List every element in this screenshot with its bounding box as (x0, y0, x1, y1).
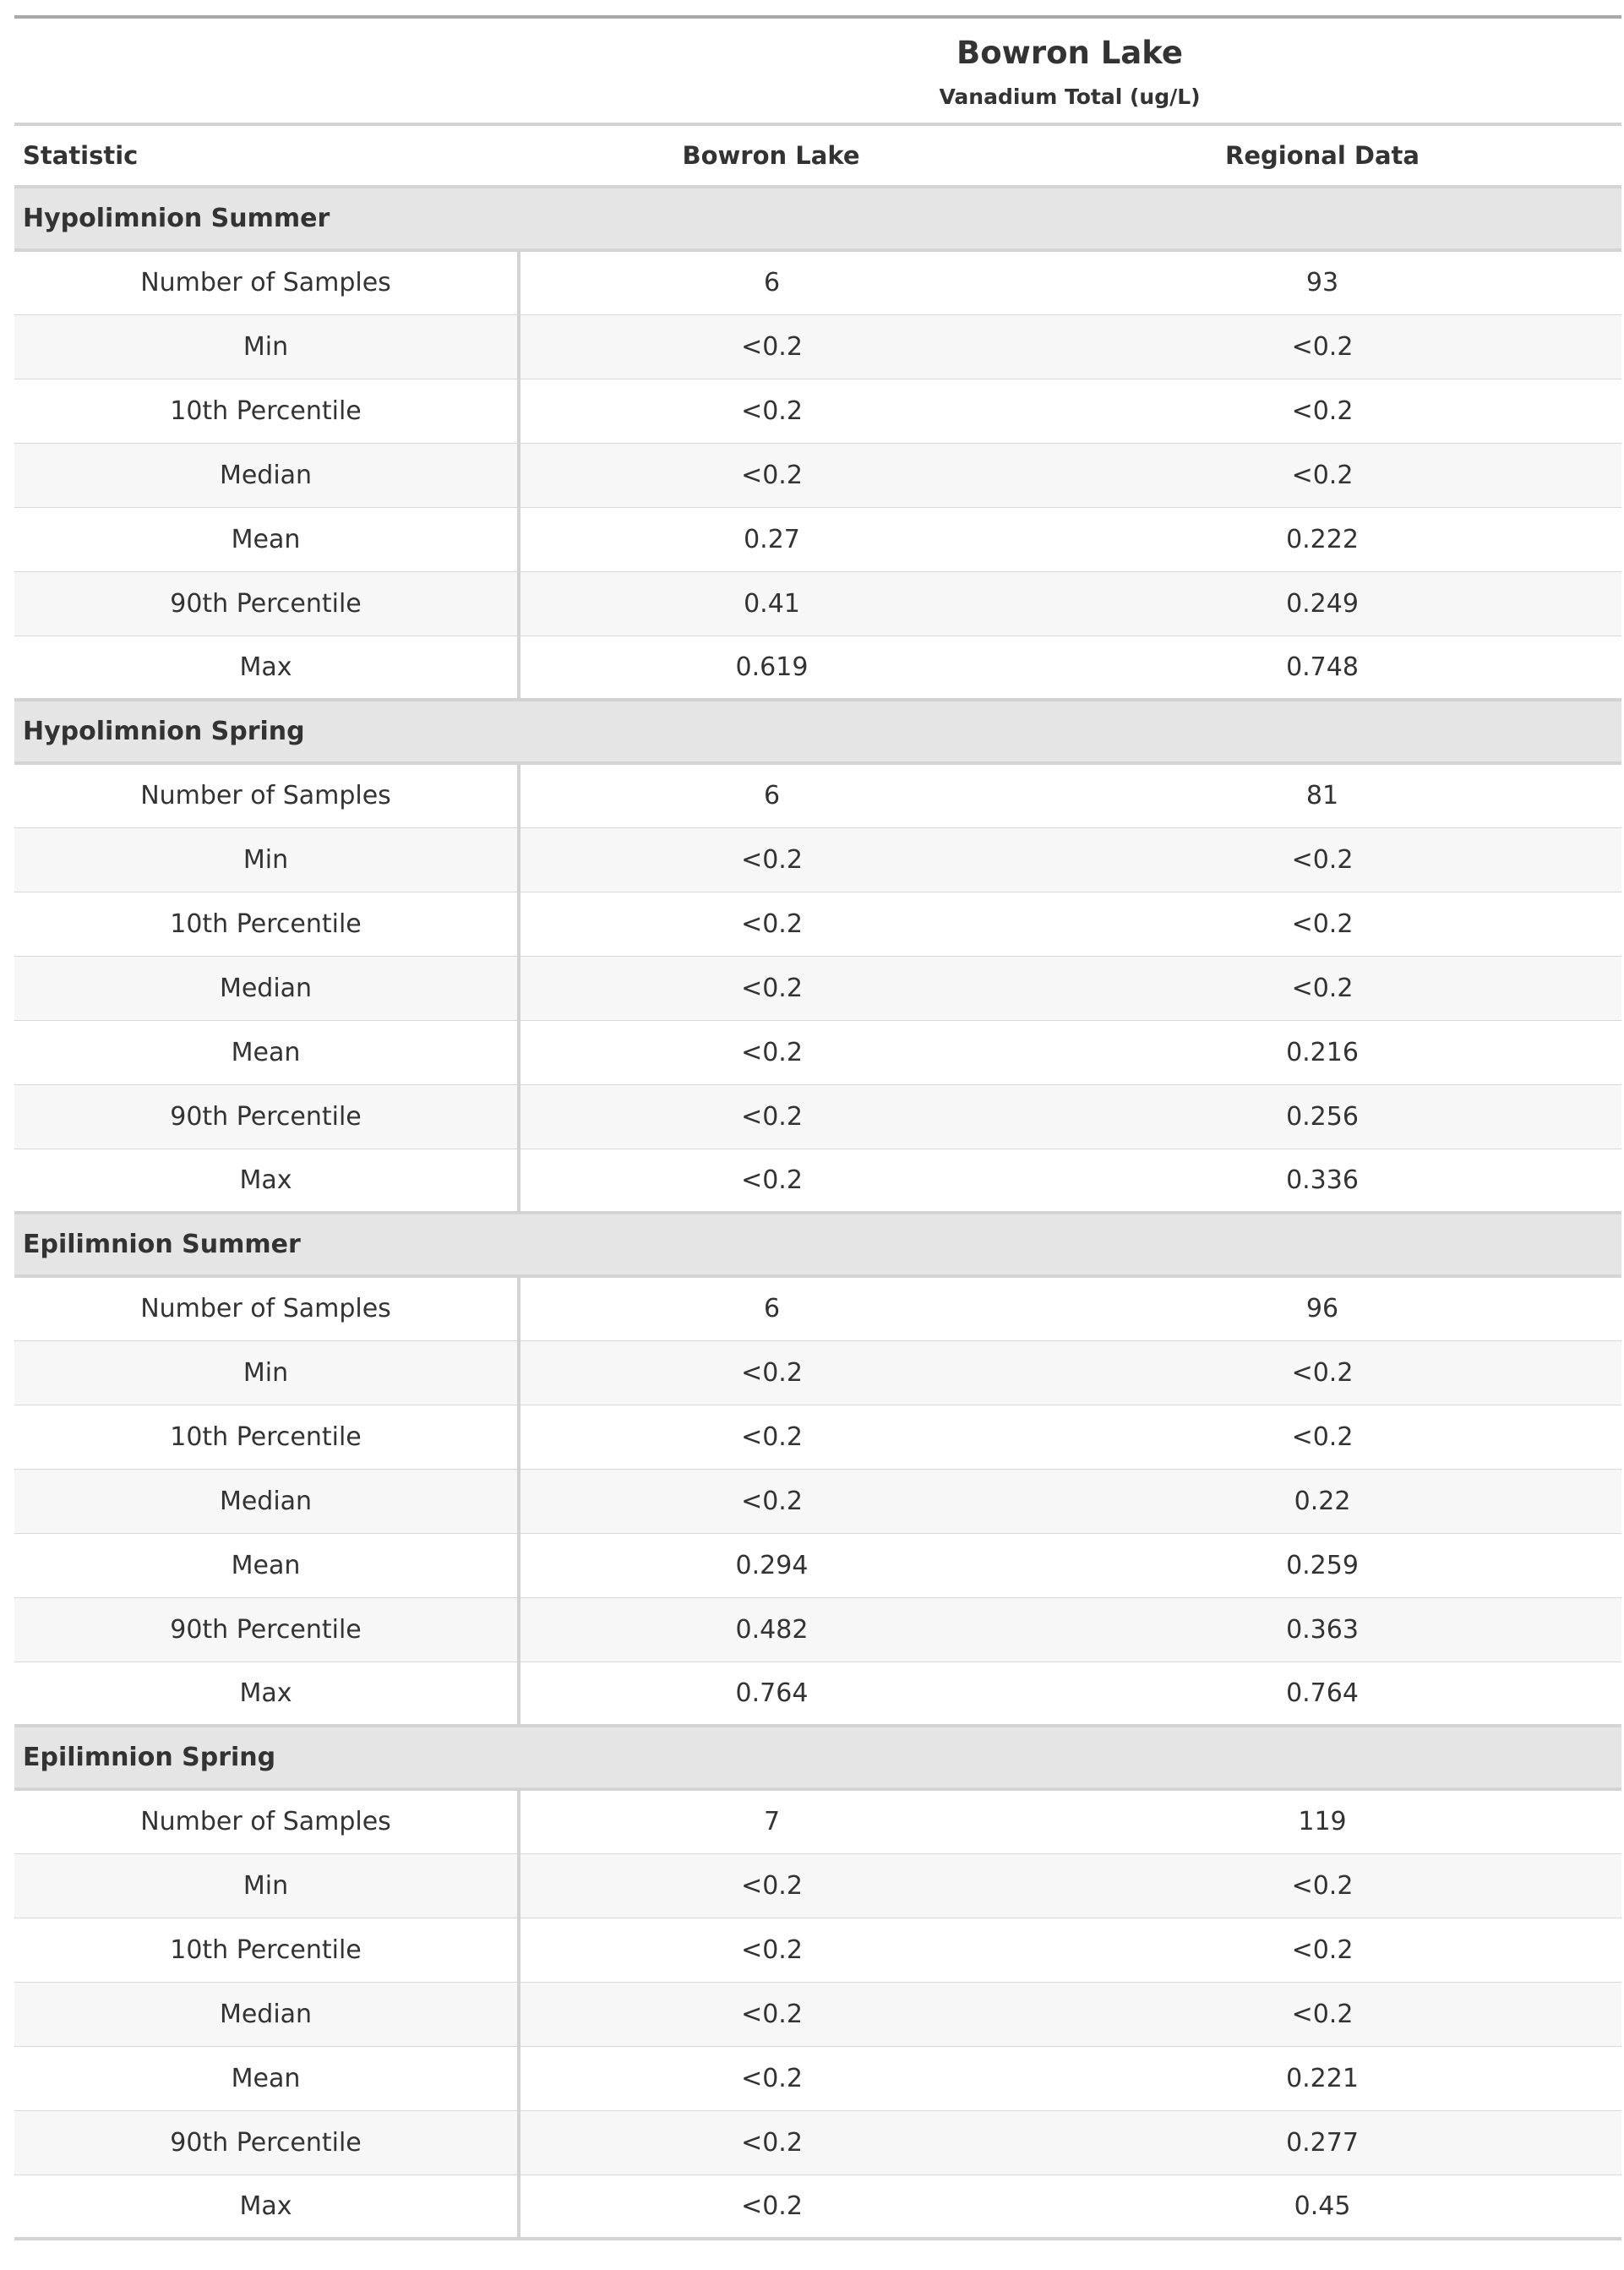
table-row (14, 250, 1621, 314)
stat-cell: Number of Samples (14, 763, 519, 827)
regional-value-cell: 0.363 (1023, 1597, 1621, 1662)
regional-value-cell: 93 (1023, 250, 1621, 314)
lake-value-cell: <0.2 (519, 1340, 1023, 1405)
table-row (14, 1149, 1621, 1213)
stat-cell: Number of Samples (14, 1789, 519, 1853)
stat-cell: 90th Percentile (14, 571, 519, 636)
stat-cell: Min (14, 827, 519, 892)
stat-cell: Min (14, 314, 519, 379)
lake-value-cell: <0.2 (519, 379, 1023, 443)
regional-value-cell: <0.2 (1023, 1405, 1621, 1469)
table-row (14, 636, 1621, 700)
table-row (14, 1853, 1621, 1918)
stat-cell: 90th Percentile (14, 1084, 519, 1149)
group-label: Hypolimnion Spring (14, 700, 1621, 763)
table-row (14, 763, 1621, 827)
stat-cell: 10th Percentile (14, 1918, 519, 1982)
summary-table (14, 15, 1621, 2240)
table-row (14, 1084, 1621, 1149)
stat-cell: Mean (14, 2046, 519, 2110)
regional-value-cell: <0.2 (1023, 1340, 1621, 1405)
table-body (14, 187, 1621, 2239)
group-row (14, 700, 1621, 763)
table-row (14, 571, 1621, 636)
group-row (14, 187, 1621, 250)
column-header-lake: Bowron Lake (519, 124, 1023, 187)
table-row (14, 1405, 1621, 1469)
lake-value-cell: 0.619 (519, 636, 1023, 700)
lake-value-cell: <0.2 (519, 827, 1023, 892)
table-row (14, 892, 1621, 956)
lake-value-cell: <0.2 (519, 314, 1023, 379)
regional-value-cell: 0.221 (1023, 2046, 1621, 2110)
table-row (14, 1276, 1621, 1340)
regional-value-cell: 0.277 (1023, 2110, 1621, 2175)
lake-value-cell: 0.482 (519, 1597, 1023, 1662)
regional-value-cell: 0.45 (1023, 2175, 1621, 2239)
table-row (14, 2110, 1621, 2175)
regional-value-cell: <0.2 (1023, 379, 1621, 443)
group-label: Hypolimnion Summer (14, 187, 1621, 250)
lake-value-cell: 6 (519, 1276, 1023, 1340)
stat-cell: Number of Samples (14, 250, 519, 314)
lake-value-cell: 7 (519, 1789, 1023, 1853)
lake-value-cell: <0.2 (519, 1982, 1023, 2046)
lake-value-cell: 0.764 (519, 1662, 1023, 1726)
lake-value-cell: <0.2 (519, 1405, 1023, 1469)
column-header-row (14, 124, 1621, 187)
table-row (14, 2046, 1621, 2110)
lake-value-cell: <0.2 (519, 1084, 1023, 1149)
stat-cell: Min (14, 1853, 519, 1918)
lake-value-cell: 6 (519, 763, 1023, 827)
stat-cell: Median (14, 443, 519, 507)
stat-cell: Number of Samples (14, 1276, 519, 1340)
table-row (14, 2175, 1621, 2239)
stat-cell: Mean (14, 1533, 519, 1597)
regional-value-cell: <0.2 (1023, 443, 1621, 507)
stat-cell: Mean (14, 1020, 519, 1084)
lake-value-cell: <0.2 (519, 2046, 1023, 2110)
regional-value-cell: <0.2 (1023, 892, 1621, 956)
table-row (14, 1662, 1621, 1726)
stat-cell: Max (14, 1662, 519, 1726)
regional-value-cell: 0.764 (1023, 1662, 1621, 1726)
lake-value-cell: <0.2 (519, 1918, 1023, 1982)
regional-value-cell: <0.2 (1023, 1918, 1621, 1982)
regional-value-cell: <0.2 (1023, 314, 1621, 379)
regional-value-cell: <0.2 (1023, 956, 1621, 1020)
table-subtitle: Vanadium Total (ug/L) (939, 85, 1201, 109)
stat-cell: 10th Percentile (14, 379, 519, 443)
table-row (14, 314, 1621, 379)
regional-value-cell: 0.256 (1023, 1084, 1621, 1149)
table-row (14, 1982, 1621, 2046)
regional-value-cell: <0.2 (1023, 1982, 1621, 2046)
regional-value-cell: 0.259 (1023, 1533, 1621, 1597)
stat-cell: 10th Percentile (14, 1405, 519, 1469)
stat-cell: 90th Percentile (14, 1597, 519, 1662)
lake-value-cell: <0.2 (519, 956, 1023, 1020)
regional-value-cell: 0.22 (1023, 1469, 1621, 1533)
lake-value-cell: <0.2 (519, 1469, 1023, 1533)
group-label: Epilimnion Spring (14, 1726, 1621, 1789)
regional-value-cell: 119 (1023, 1789, 1621, 1853)
table-row (14, 1789, 1621, 1853)
lake-value-cell: <0.2 (519, 2110, 1023, 2175)
stat-cell: Min (14, 1340, 519, 1405)
table-row (14, 1020, 1621, 1084)
table-row (14, 1469, 1621, 1533)
table-title: Bowron Lake (956, 35, 1183, 71)
stat-cell: 90th Percentile (14, 2110, 519, 2175)
group-row (14, 1726, 1621, 1789)
lake-value-cell: 0.27 (519, 507, 1023, 571)
regional-value-cell: <0.2 (1023, 1853, 1621, 1918)
regional-value-cell: 96 (1023, 1276, 1621, 1340)
stat-cell: Median (14, 956, 519, 1020)
table-row (14, 827, 1621, 892)
regional-value-cell: 0.216 (1023, 1020, 1621, 1084)
regional-value-cell: 0.336 (1023, 1149, 1621, 1213)
table-row (14, 379, 1621, 443)
stat-cell: Median (14, 1982, 519, 2046)
summary-table-container (14, 15, 1621, 2240)
stat-cell: Max (14, 2175, 519, 2239)
column-header-regional: Regional Data (1023, 124, 1621, 187)
table-row (14, 507, 1621, 571)
table-row (14, 956, 1621, 1020)
stat-cell: Median (14, 1469, 519, 1533)
lake-value-cell: 0.41 (519, 571, 1023, 636)
lake-value-cell: <0.2 (519, 1149, 1023, 1213)
table-heading (14, 17, 1621, 124)
group-row (14, 1213, 1621, 1276)
lake-value-cell: <0.2 (519, 443, 1023, 507)
group-label: Epilimnion Summer (14, 1213, 1621, 1276)
regional-value-cell: <0.2 (1023, 827, 1621, 892)
lake-value-cell: 0.294 (519, 1533, 1023, 1597)
regional-value-cell: 0.748 (1023, 636, 1621, 700)
lake-value-cell: 6 (519, 250, 1023, 314)
table-row (14, 1340, 1621, 1405)
stat-cell: Mean (14, 507, 519, 571)
table-row (14, 1533, 1621, 1597)
lake-value-cell: <0.2 (519, 1020, 1023, 1084)
lake-value-cell: <0.2 (519, 892, 1023, 956)
stat-cell: Max (14, 1149, 519, 1213)
regional-value-cell: 0.222 (1023, 507, 1621, 571)
table-row (14, 1918, 1621, 1982)
regional-value-cell: 81 (1023, 763, 1621, 827)
table-row (14, 1597, 1621, 1662)
column-header-statistic: Statistic (14, 124, 519, 187)
lake-value-cell: <0.2 (519, 1853, 1023, 1918)
table-header-row (14, 17, 1621, 124)
lake-value-cell: <0.2 (519, 2175, 1023, 2239)
stat-cell: Max (14, 636, 519, 700)
table-row (14, 443, 1621, 507)
regional-value-cell: 0.249 (1023, 571, 1621, 636)
stat-cell: 10th Percentile (14, 892, 519, 956)
